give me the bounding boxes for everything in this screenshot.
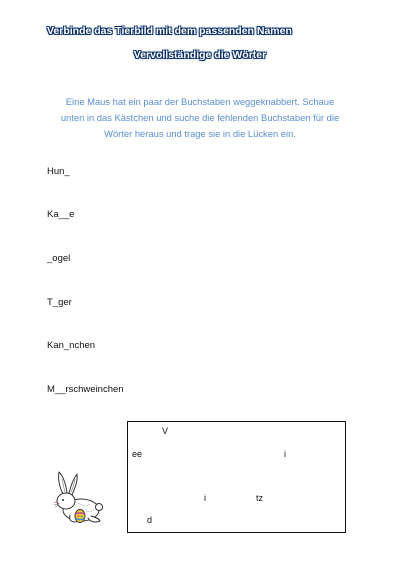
page-subtitle: Vervollständige die Wörter bbox=[133, 49, 267, 61]
letter-item: i bbox=[284, 449, 286, 459]
word-gap-item: Kan_nchen bbox=[47, 340, 96, 351]
word-gap-item: Ka__e bbox=[47, 209, 75, 220]
letter-item: ee bbox=[132, 449, 143, 459]
letter-item: V bbox=[162, 426, 169, 436]
letter-item: tz bbox=[256, 493, 264, 503]
page-title: Verbinde das Tierbild mit dem passenden Namen bbox=[47, 25, 292, 37]
word-gap-item: Hun_ bbox=[47, 166, 70, 177]
word-gap-item: T_ger bbox=[47, 297, 72, 308]
instructions bbox=[44, 94, 356, 142]
letter-item: d bbox=[147, 515, 153, 525]
instructions-line: Wörter heraus und trage sie in die Lücken ein. bbox=[104, 128, 296, 139]
letter-item: i bbox=[204, 493, 206, 503]
word-gap-item: M__rschweinchen bbox=[47, 384, 124, 395]
bunny-with-easter-egg-icon bbox=[44, 470, 114, 526]
word-gap-item: _ogel bbox=[47, 253, 71, 264]
instructions-line: Eine Maus hat ein paar der Buchstaben weggeknabbert. Schaue bbox=[65, 96, 335, 107]
letter-box bbox=[127, 421, 346, 533]
instructions-line: unten in das Kästchen und suche die fehlenden Buchstaben für die bbox=[60, 112, 340, 123]
